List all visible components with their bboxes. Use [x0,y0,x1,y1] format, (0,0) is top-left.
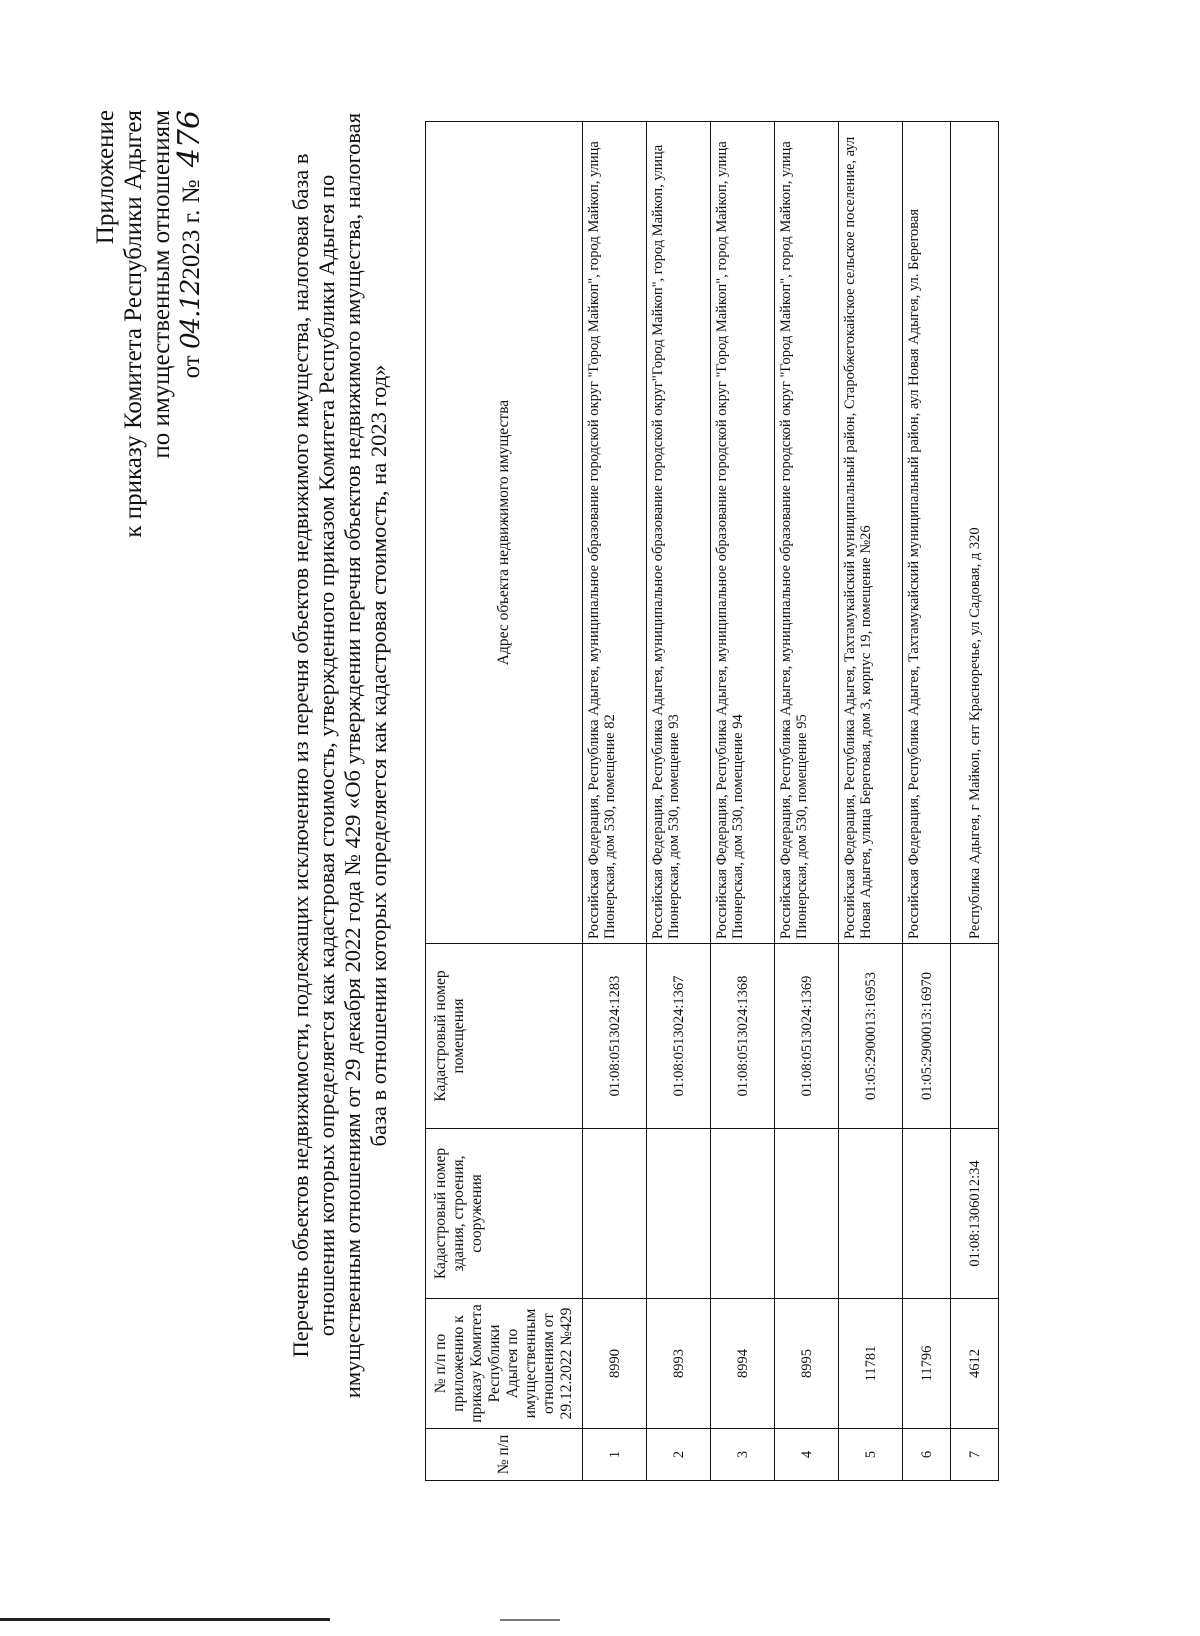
row-cad-room: 01:08:0513024:1368 [711,944,775,1129]
header-address: Адрес объекта недвижимого имущества [426,122,583,944]
row-cad-room: 01:08:0513024:1369 [775,944,839,1129]
row-num: 4 [775,1429,839,1481]
objects-table [425,121,999,1481]
row-ref: 8993 [647,1299,711,1429]
row-num: 2 [647,1429,711,1481]
table-row [903,122,951,1481]
appendix-label: Приложение [92,110,119,245]
row-num: 5 [839,1429,903,1481]
row-ref: 11781 [839,1299,903,1429]
row-address: Российская Федерация, Республика Адыгея, муниципальное образование городской округ "Город Майкоп", город Майкоп, улица Пионерская, дом 530, помещение 82 [583,122,647,944]
row-cad-building [583,1129,647,1299]
row-ref: 8990 [583,1299,647,1429]
row-address: Российская Федерация, Республика Адыгея, муниципальное образование городской округ"Город Майкоп", город Майкоп, улица Пионерская, дом 530, помещение 93 [647,122,711,944]
table-row [583,122,647,1481]
row-cad-building [903,1129,951,1299]
row-ref: 8994 [711,1299,775,1429]
row-address: Российская Федерация, Республика Адыгея, Тахтамукайский муниципальный район, Старобжегокайское сельское поселение, аул Новая Адыгея, улица Береговая, дом 3, корпус 19, помещение №26 [839,122,903,944]
header-num: № п/п [426,1429,583,1481]
row-cad-building [839,1129,903,1299]
appendix-committee-ref: по имущественным отношениям [148,110,175,459]
appendix-header [92,110,206,538]
document-title: Перечень объектов недвижимости, подлежащих исключению из перечня объектов недвижимого имущества, налоговая база в отношении которых определяется как кадастровая стоимость, утвержденного приказом Комитета Республики Адыгея по имущественным отношениям от 29 декабря 2022 года № 429 «Об утверждении перечня объектов недвижимого имущества, налоговая база в отношении которых определяется как кадастровая стоимость, на 2023 год» [288,112,391,1399]
row-cad-room: 01:05:2900013:16970 [903,944,951,1129]
row-cad-room: 01:08:0513024:1367 [647,944,711,1129]
table-row [951,122,999,1481]
handwritten-order-number: 476 [172,110,207,168]
date-suffix: 2023 г. № [178,179,205,280]
row-cad-room: 01:08:0513024:1283 [583,944,647,1129]
header-ref: № п/п по приложению к приказу Комитета Республики Адыгея по имущественным отношениям от 29.12.2022 №429 [426,1299,583,1429]
row-num: 3 [711,1429,775,1481]
row-num: 7 [951,1429,999,1481]
row-cad-building [711,1129,775,1299]
row-cad-building [647,1129,711,1299]
row-cad-room [951,944,999,1129]
date-prefix: от [178,355,205,379]
row-ref: 8995 [775,1299,839,1429]
table-header-row [426,122,583,1481]
row-address: Республика Адыгея, г Майкоп, снт Красноречье, ул Садовая, д 320 [951,122,999,944]
row-cad-building: 01:08:1306012:34 [951,1129,999,1299]
row-address: Российская Федерация, Республика Адыгея, муниципальное образование городской округ "Город Майкоп", город Майкоп, улица Пионерская, дом 530, помещение 95 [775,122,839,944]
table-row [711,122,775,1481]
row-cad-building [775,1129,839,1299]
row-num: 6 [903,1429,951,1481]
scan-edge-mark [0,1618,330,1621]
row-ref: 11796 [903,1299,951,1429]
table-row [775,122,839,1481]
row-address: Российская Федерация, Республика Адыгея, Тахтамукайский муниципальный район, аул Новая Адыгея, ул. Береговая [903,122,951,944]
appendix-order-ref: к приказу Комитета Республики Адыгея [120,110,147,538]
row-address: Российская Федерация, Республика Адыгея, муниципальное образование городской округ "Город Майкоп", город Майкоп, улица Пионерская, дом 530, помещение 94 [711,122,775,944]
row-num: 1 [583,1429,647,1481]
appendix-date-line [172,110,207,538]
row-ref: 4612 [951,1299,999,1429]
handwritten-date: 04.12 [176,279,206,349]
header-cad-room: Кадастровый номер помещения [426,944,583,1129]
table-row [647,122,711,1481]
header-cad-building: Кадастровый номер здания, строения, сооружения [426,1129,583,1299]
table-row [839,122,903,1481]
scan-edge-mark [500,1619,560,1621]
row-cad-room: 01:05:2900013:16953 [839,944,903,1129]
